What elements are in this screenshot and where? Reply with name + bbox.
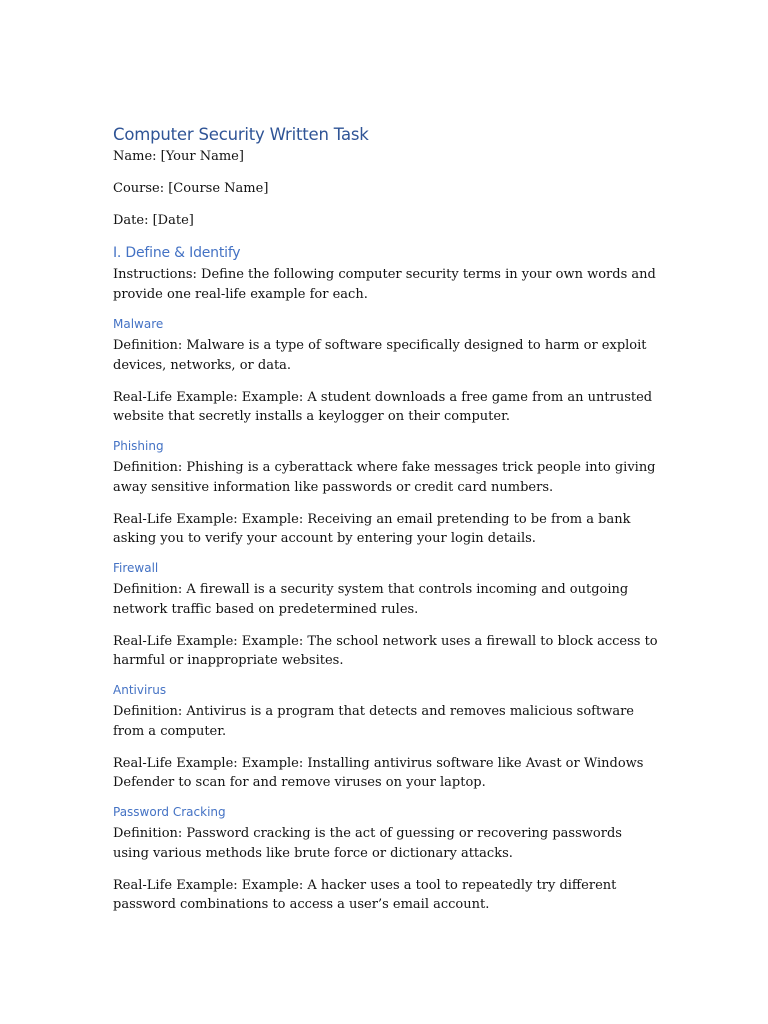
term-definition-password-cracking: Definition: Password cracking is the act of guessing or recovering passwords using various methods like brute force or dictionary attacks.	[113, 826, 622, 861]
term-block-malware	[113, 316, 658, 427]
instructions-paragraph: Instructions: Define the following computer security terms in your own words and provide one real-life example for each.	[113, 267, 656, 302]
term-block-antivirus	[113, 682, 658, 793]
term-definition-firewall: Definition: A firewall is a security system that controls incoming and outgoing network traffic based on predetermined rules.	[113, 582, 629, 617]
term-example-antivirus: Real-Life Example: Example: Installing antivirus software like Avast or Windows Defender to scan for and remove viruses on your laptop.	[113, 755, 644, 790]
term-example-malware: Real-Life Example: Example: A student downloads a free game from an untrusted website that secretly installs a keylogger on their computer.	[113, 389, 653, 424]
term-definition-malware: Definition: Malware is a type of software specifically designed to harm or exploit devices, networks, or data.	[113, 338, 647, 373]
term-heading-phishing: Phishing	[113, 439, 164, 453]
term-heading-firewall: Firewall	[113, 561, 159, 575]
section-heading-define-identify: I. Define & Identify	[113, 245, 241, 261]
term-definition-phishing: Definition: Phishing is a cyberattack where fake messages trick people into giving away sensitive information like passwords or credit card numbers.	[113, 460, 656, 495]
term-heading-malware: Malware	[113, 317, 164, 331]
term-example-firewall: Real-Life Example: Example: The school network uses a firewall to block access to harmful or inappropriate websites.	[113, 633, 658, 668]
term-example-password-cracking: Real-Life Example: Example: A hacker uses a tool to repeatedly try different password combinations to access a user’s email account.	[113, 877, 617, 912]
date-line: Date: [Date]	[113, 213, 194, 228]
document-body	[113, 124, 658, 926]
course-line: Course: [Course Name]	[113, 181, 269, 196]
document-title: Computer Security Written Task	[113, 125, 369, 144]
term-example-phishing: Real-Life Example: Example: Receiving an email pretending to be from a bank asking you to verify your account by entering your login details.	[113, 511, 631, 546]
term-heading-password-cracking: Password Cracking	[113, 805, 226, 819]
term-block-password-cracking	[113, 804, 658, 915]
term-heading-antivirus: Antivirus	[113, 683, 167, 697]
term-block-phishing	[113, 438, 658, 549]
name-line: Name: [Your Name]	[113, 149, 244, 164]
term-block-firewall	[113, 560, 658, 671]
term-definition-antivirus: Definition: Antivirus is a program that detects and removes malicious software from a computer.	[113, 704, 634, 739]
